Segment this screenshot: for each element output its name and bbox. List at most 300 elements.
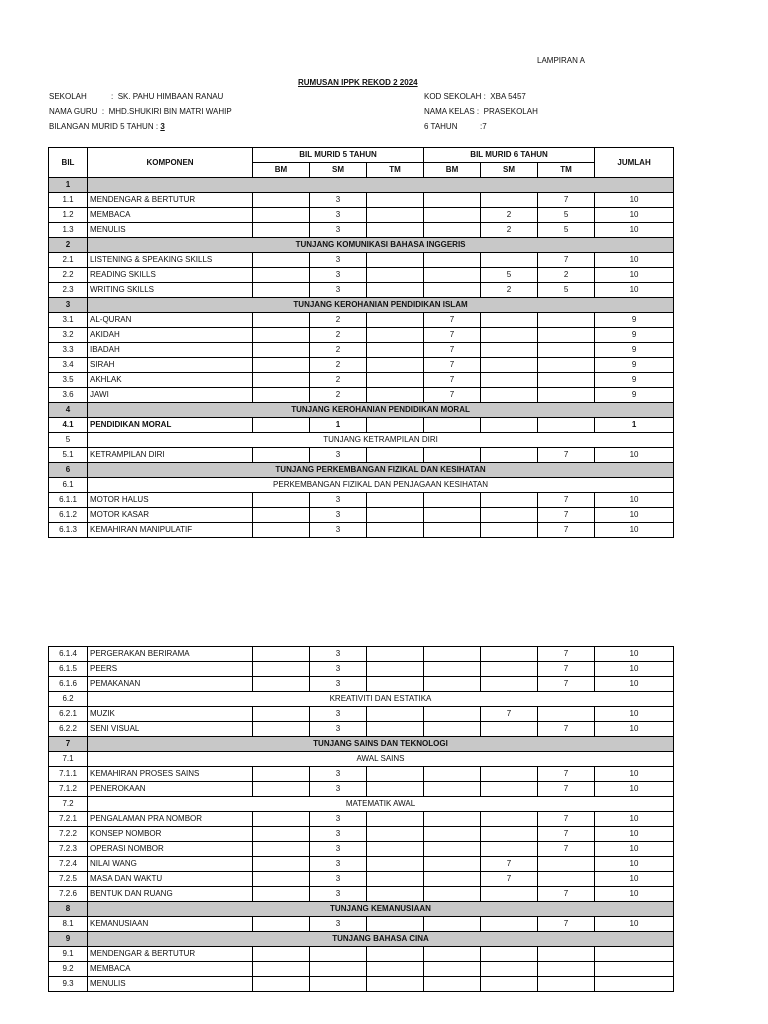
- row-bil: 6.1.5: [49, 662, 88, 677]
- header-bm-5: BM: [253, 163, 310, 178]
- cell-sm-6: 2: [481, 223, 538, 238]
- header-sm-5: SM: [310, 163, 367, 178]
- cell-sm-6: [481, 662, 538, 677]
- cell-sm-5: 1: [310, 418, 367, 433]
- row-bil: 8.1: [49, 917, 88, 932]
- cell-sm-5: 3: [310, 662, 367, 677]
- row-bil: 8: [49, 902, 88, 917]
- cell-sm-6: [481, 253, 538, 268]
- cell-tm-5: [367, 827, 424, 842]
- row-komponen: KEMAHIRAN PROSES SAINS: [88, 767, 253, 782]
- cell-sm-6: [481, 343, 538, 358]
- cell-bm-5: [253, 782, 310, 797]
- cell-bm-6: [424, 872, 481, 887]
- row-bil: 1: [49, 178, 88, 193]
- cell-sm-6: 7: [481, 857, 538, 872]
- lampiran-label: LAMPIRAN A: [537, 56, 586, 65]
- cell-bm-5: [253, 343, 310, 358]
- cell-tm-6: 5: [538, 208, 595, 223]
- info-sep: :: [476, 107, 480, 116]
- cell-bm-5: [253, 253, 310, 268]
- cell-tm-6: [538, 962, 595, 977]
- cell-bm-6: 7: [424, 358, 481, 373]
- cell-bm-6: [424, 782, 481, 797]
- cell-tm-5: [367, 313, 424, 328]
- cell-jumlah: 10: [595, 448, 674, 463]
- summary-table-page-1: [48, 147, 674, 538]
- info-label: SEKOLAH: [49, 92, 87, 101]
- cell-tm-6: [538, 313, 595, 328]
- table-row: [49, 812, 674, 827]
- table-row: [49, 782, 674, 797]
- row-komponen: OPERASI NOMBOR: [88, 842, 253, 857]
- header-bil-murid-5-tahun: BIL MURID 5 TAHUN: [253, 148, 424, 163]
- cell-sm-5: 3: [310, 767, 367, 782]
- section-title: TUNJANG KEROHANIAN PENDIDIKAN ISLAM: [88, 298, 674, 313]
- cell-bm-6: [424, 268, 481, 283]
- section-header-row: [49, 463, 674, 478]
- table-row: [49, 662, 674, 677]
- cell-bm-6: [424, 947, 481, 962]
- cell-bm-5: [253, 373, 310, 388]
- table-row: [49, 448, 674, 463]
- table-row: [49, 373, 674, 388]
- row-bil: 4: [49, 403, 88, 418]
- cell-jumlah: 9: [595, 343, 674, 358]
- cell-tm-6: 5: [538, 283, 595, 298]
- row-komponen: KEMAHIRAN MANIPULATIF: [88, 523, 253, 538]
- cell-sm-6: [481, 962, 538, 977]
- subsection-title: AWAL SAINS: [88, 752, 674, 767]
- cell-jumlah: 9: [595, 358, 674, 373]
- row-bil: 3.2: [49, 328, 88, 343]
- cell-sm-6: [481, 508, 538, 523]
- cell-bm-5: [253, 977, 310, 992]
- row-komponen: WRITING SKILLS: [88, 283, 253, 298]
- row-komponen: READING SKILLS: [88, 268, 253, 283]
- cell-sm-5: 3: [310, 268, 367, 283]
- subsection-row: [49, 433, 674, 448]
- row-komponen: AKHLAK: [88, 373, 253, 388]
- row-bil: 4.1: [49, 418, 88, 433]
- cell-jumlah: 10: [595, 647, 674, 662]
- cell-tm-5: [367, 767, 424, 782]
- row-bil: 1.1: [49, 193, 88, 208]
- cell-bm-5: [253, 208, 310, 223]
- cell-tm-5: [367, 223, 424, 238]
- cell-bm-6: [424, 707, 481, 722]
- cell-jumlah: [595, 947, 674, 962]
- cell-bm-6: [424, 448, 481, 463]
- row-bil: 5.1: [49, 448, 88, 463]
- cell-jumlah: 10: [595, 253, 674, 268]
- cell-bm-5: [253, 917, 310, 932]
- cell-bm-5: [253, 707, 310, 722]
- cell-sm-5: 3: [310, 812, 367, 827]
- info-kod-sekolah: [424, 92, 526, 101]
- row-komponen: KONSEP NOMBOR: [88, 827, 253, 842]
- section-header-row: [49, 238, 674, 253]
- cell-sm-6: [481, 677, 538, 692]
- table-row: [49, 827, 674, 842]
- cell-bm-6: [424, 662, 481, 677]
- cell-bm-6: [424, 812, 481, 827]
- cell-bm-5: [253, 662, 310, 677]
- info-nama-kelas: [424, 107, 538, 116]
- row-bil: 3.6: [49, 388, 88, 403]
- cell-bm-6: [424, 977, 481, 992]
- table-row: [49, 857, 674, 872]
- cell-tm-6: 7: [538, 842, 595, 857]
- row-komponen: JAWI: [88, 388, 253, 403]
- subsection-row: [49, 692, 674, 707]
- cell-tm-5: [367, 523, 424, 538]
- cell-bm-6: [424, 283, 481, 298]
- cell-jumlah: 10: [595, 842, 674, 857]
- table-row: [49, 418, 674, 433]
- cell-jumlah: 10: [595, 208, 674, 223]
- cell-tm-5: [367, 962, 424, 977]
- row-bil: 1.3: [49, 223, 88, 238]
- section-header-row: [49, 178, 674, 193]
- row-bil: 2.3: [49, 283, 88, 298]
- cell-bm-5: [253, 842, 310, 857]
- row-komponen: AL-QURAN: [88, 313, 253, 328]
- row-bil: 9.2: [49, 962, 88, 977]
- row-bil: 6: [49, 463, 88, 478]
- cell-jumlah: 10: [595, 268, 674, 283]
- table-body-page-1: [49, 178, 674, 538]
- cell-sm-5: 3: [310, 842, 367, 857]
- row-bil: 6.1.1: [49, 493, 88, 508]
- row-bil: 7.2.1: [49, 812, 88, 827]
- info-value: MHD.SHUKIRI BIN MATRI WAHIP: [108, 107, 232, 116]
- cell-sm-6: [481, 358, 538, 373]
- cell-bm-5: [253, 328, 310, 343]
- section-header-row: [49, 403, 674, 418]
- row-bil: 7.1.1: [49, 767, 88, 782]
- cell-bm-6: [424, 677, 481, 692]
- cell-tm-5: [367, 677, 424, 692]
- cell-tm-6: [538, 418, 595, 433]
- cell-bm-6: [424, 767, 481, 782]
- cell-bm-5: [253, 193, 310, 208]
- cell-sm-6: [481, 647, 538, 662]
- cell-tm-6: [538, 388, 595, 403]
- cell-tm-5: [367, 722, 424, 737]
- cell-tm-5: [367, 947, 424, 962]
- cell-bm-6: 7: [424, 328, 481, 343]
- cell-tm-6: [538, 707, 595, 722]
- cell-jumlah: 9: [595, 388, 674, 403]
- cell-tm-5: [367, 208, 424, 223]
- row-bil: 6.1.4: [49, 647, 88, 662]
- cell-jumlah: 10: [595, 767, 674, 782]
- cell-sm-5: 3: [310, 857, 367, 872]
- row-komponen: PENDIDIKAN MORAL: [88, 418, 253, 433]
- cell-bm-5: [253, 313, 310, 328]
- cell-sm-5: 3: [310, 253, 367, 268]
- row-bil: 3.3: [49, 343, 88, 358]
- cell-tm-5: [367, 812, 424, 827]
- cell-bm-6: [424, 887, 481, 902]
- row-bil: 7.1: [49, 752, 88, 767]
- section-title: TUNJANG KEROHANIAN PENDIDIKAN MORAL: [88, 403, 674, 418]
- table-row: [49, 977, 674, 992]
- row-bil: 9.3: [49, 977, 88, 992]
- row-bil: 7.2.6: [49, 887, 88, 902]
- cell-tm-5: [367, 493, 424, 508]
- info-sep: :: [483, 92, 486, 101]
- info-value: 3: [160, 122, 165, 131]
- cell-sm-6: [481, 418, 538, 433]
- info-6-tahun: [424, 122, 487, 131]
- info-sep: :: [101, 107, 105, 116]
- info-label: 6 TAHUN: [424, 122, 458, 131]
- cell-sm-6: [481, 373, 538, 388]
- section-header-row: [49, 737, 674, 752]
- table-row: [49, 388, 674, 403]
- cell-tm-6: [538, 857, 595, 872]
- table-body-page-2: [49, 647, 674, 992]
- cell-sm-6: [481, 947, 538, 962]
- subsection-title: MATEMATIK AWAL: [88, 797, 674, 812]
- cell-jumlah: 9: [595, 328, 674, 343]
- cell-jumlah: 9: [595, 313, 674, 328]
- cell-tm-6: 7: [538, 508, 595, 523]
- table-row: [49, 313, 674, 328]
- info-sekolah: [49, 92, 223, 101]
- row-bil: 7: [49, 737, 88, 752]
- row-bil: 7.2: [49, 797, 88, 812]
- cell-bm-5: [253, 827, 310, 842]
- cell-sm-5: 3: [310, 707, 367, 722]
- cell-bm-6: [424, 857, 481, 872]
- cell-tm-6: 7: [538, 917, 595, 932]
- cell-sm-6: 2: [481, 208, 538, 223]
- table-row: [49, 493, 674, 508]
- row-bil: 6.2.1: [49, 707, 88, 722]
- cell-tm-5: [367, 977, 424, 992]
- cell-sm-5: 2: [310, 358, 367, 373]
- row-bil: 9: [49, 932, 88, 947]
- cell-jumlah: 10: [595, 283, 674, 298]
- cell-sm-6: [481, 328, 538, 343]
- table-row: [49, 917, 674, 932]
- cell-sm-5: 3: [310, 508, 367, 523]
- cell-tm-6: [538, 343, 595, 358]
- cell-sm-5: 2: [310, 328, 367, 343]
- cell-bm-6: [424, 917, 481, 932]
- cell-sm-6: [481, 782, 538, 797]
- table-row: [49, 358, 674, 373]
- cell-jumlah: 10: [595, 857, 674, 872]
- row-komponen: IBADAH: [88, 343, 253, 358]
- header-komponen: KOMPONEN: [88, 148, 253, 178]
- cell-bm-6: [424, 962, 481, 977]
- row-bil: 6.1.2: [49, 508, 88, 523]
- section-title: TUNJANG KEMANUSIAAN: [88, 902, 674, 917]
- info-value: XBA 5457: [490, 92, 526, 101]
- cell-bm-6: [424, 508, 481, 523]
- cell-tm-6: [538, 328, 595, 343]
- cell-bm-5: [253, 283, 310, 298]
- row-bil: 3.1: [49, 313, 88, 328]
- table-row: [49, 523, 674, 538]
- cell-tm-5: [367, 508, 424, 523]
- section-header-row: [49, 298, 674, 313]
- cell-sm-5: 2: [310, 343, 367, 358]
- cell-tm-6: 7: [538, 193, 595, 208]
- cell-tm-6: 7: [538, 253, 595, 268]
- header-tm-6: TM: [538, 163, 595, 178]
- cell-tm-6: 5: [538, 223, 595, 238]
- cell-bm-6: [424, 223, 481, 238]
- cell-bm-6: [424, 827, 481, 842]
- cell-sm-6: [481, 388, 538, 403]
- row-bil: 9.1: [49, 947, 88, 962]
- row-komponen: MENULIS: [88, 223, 253, 238]
- row-komponen: PEERS: [88, 662, 253, 677]
- cell-sm-5: [310, 977, 367, 992]
- cell-sm-6: [481, 887, 538, 902]
- cell-bm-5: [253, 418, 310, 433]
- row-komponen: BENTUK DAN RUANG: [88, 887, 253, 902]
- subsection-title: PERKEMBANGAN FIZIKAL DAN PENJAGAAN KESIHATAN: [88, 478, 674, 493]
- cell-jumlah: 10: [595, 677, 674, 692]
- row-komponen: SENI VISUAL: [88, 722, 253, 737]
- row-komponen: MOTOR HALUS: [88, 493, 253, 508]
- cell-tm-6: 7: [538, 523, 595, 538]
- subsection-row: [49, 478, 674, 493]
- page-title: RUMUSAN IPPK REKOD 2 2024: [298, 78, 418, 87]
- table-row: [49, 842, 674, 857]
- cell-tm-5: [367, 343, 424, 358]
- cell-sm-5: 3: [310, 872, 367, 887]
- cell-tm-5: [367, 373, 424, 388]
- cell-tm-6: 7: [538, 782, 595, 797]
- cell-sm-5: 2: [310, 313, 367, 328]
- cell-tm-6: 2: [538, 268, 595, 283]
- subsection-row: [49, 797, 674, 812]
- cell-tm-6: [538, 977, 595, 992]
- subsection-row: [49, 752, 674, 767]
- row-bil: 7.2.4: [49, 857, 88, 872]
- table-row: [49, 647, 674, 662]
- row-bil: 2: [49, 238, 88, 253]
- row-bil: 3: [49, 298, 88, 313]
- cell-tm-5: [367, 647, 424, 662]
- row-bil: 5: [49, 433, 88, 448]
- cell-sm-5: 3: [310, 917, 367, 932]
- cell-sm-6: [481, 977, 538, 992]
- row-komponen: SIRAH: [88, 358, 253, 373]
- row-bil: 7.2.5: [49, 872, 88, 887]
- info-label: NAMA KELAS: [424, 107, 475, 116]
- info-bilangan-murid: [49, 122, 165, 131]
- row-komponen: MASA DAN WAKTU: [88, 872, 253, 887]
- cell-sm-6: [481, 767, 538, 782]
- cell-sm-6: [481, 842, 538, 857]
- header-jumlah: JUMLAH: [595, 148, 674, 178]
- cell-tm-5: [367, 268, 424, 283]
- cell-tm-6: 7: [538, 767, 595, 782]
- header-bil-murid-6-tahun: BIL MURID 6 TAHUN: [424, 148, 595, 163]
- cell-sm-5: [310, 947, 367, 962]
- cell-tm-5: [367, 253, 424, 268]
- cell-sm-6: [481, 448, 538, 463]
- row-komponen: PENGALAMAN PRA NOMBOR: [88, 812, 253, 827]
- cell-tm-5: [367, 418, 424, 433]
- cell-tm-5: [367, 358, 424, 373]
- section-header-row: [49, 902, 674, 917]
- cell-tm-5: [367, 857, 424, 872]
- cell-sm-6: [481, 722, 538, 737]
- cell-sm-5: 3: [310, 887, 367, 902]
- info-label: KOD SEKOLAH: [424, 92, 482, 101]
- cell-bm-5: [253, 887, 310, 902]
- cell-jumlah: 10: [595, 523, 674, 538]
- cell-sm-5: 3: [310, 193, 367, 208]
- table-row: [49, 962, 674, 977]
- table-row: [49, 328, 674, 343]
- row-komponen: MENDENGAR & BERTUTUR: [88, 193, 253, 208]
- row-bil: 7.2.3: [49, 842, 88, 857]
- row-komponen: MUZIK: [88, 707, 253, 722]
- row-bil: 3.4: [49, 358, 88, 373]
- cell-sm-6: [481, 193, 538, 208]
- cell-sm-5: 2: [310, 388, 367, 403]
- cell-sm-5: 3: [310, 448, 367, 463]
- row-bil: 2.2: [49, 268, 88, 283]
- cell-tm-5: [367, 328, 424, 343]
- cell-sm-6: [481, 493, 538, 508]
- cell-bm-6: 7: [424, 388, 481, 403]
- table-row: [49, 767, 674, 782]
- info-label: NAMA GURU: [49, 107, 98, 116]
- cell-sm-6: 5: [481, 268, 538, 283]
- info-sep: :: [155, 122, 159, 131]
- cell-bm-5: [253, 872, 310, 887]
- cell-jumlah: 10: [595, 223, 674, 238]
- table-row: [49, 253, 674, 268]
- summary-table-page-2: [48, 646, 674, 992]
- cell-bm-5: [253, 493, 310, 508]
- row-komponen: MEMBACA: [88, 962, 253, 977]
- cell-bm-5: [253, 812, 310, 827]
- cell-jumlah: 1: [595, 418, 674, 433]
- header-tm-5: TM: [367, 163, 424, 178]
- cell-sm-6: 2: [481, 283, 538, 298]
- row-bil: 6.1.3: [49, 523, 88, 538]
- row-bil: 6.1: [49, 478, 88, 493]
- cell-tm-5: [367, 872, 424, 887]
- cell-jumlah: 10: [595, 508, 674, 523]
- cell-sm-5: 3: [310, 722, 367, 737]
- info-value: SK. PAHU HIMBAAN RANAU: [117, 92, 224, 101]
- info-sep: :: [480, 122, 483, 131]
- cell-sm-6: [481, 827, 538, 842]
- cell-bm-5: [253, 523, 310, 538]
- section-title: TUNJANG PERKEMBANGAN FIZIKAL DAN KESIHATAN: [88, 463, 674, 478]
- cell-tm-5: [367, 707, 424, 722]
- cell-sm-5: 3: [310, 647, 367, 662]
- table-row: [49, 947, 674, 962]
- row-komponen: MENDENGAR & BERTUTUR: [88, 947, 253, 962]
- cell-jumlah: 10: [595, 827, 674, 842]
- cell-tm-6: [538, 947, 595, 962]
- cell-jumlah: 10: [595, 872, 674, 887]
